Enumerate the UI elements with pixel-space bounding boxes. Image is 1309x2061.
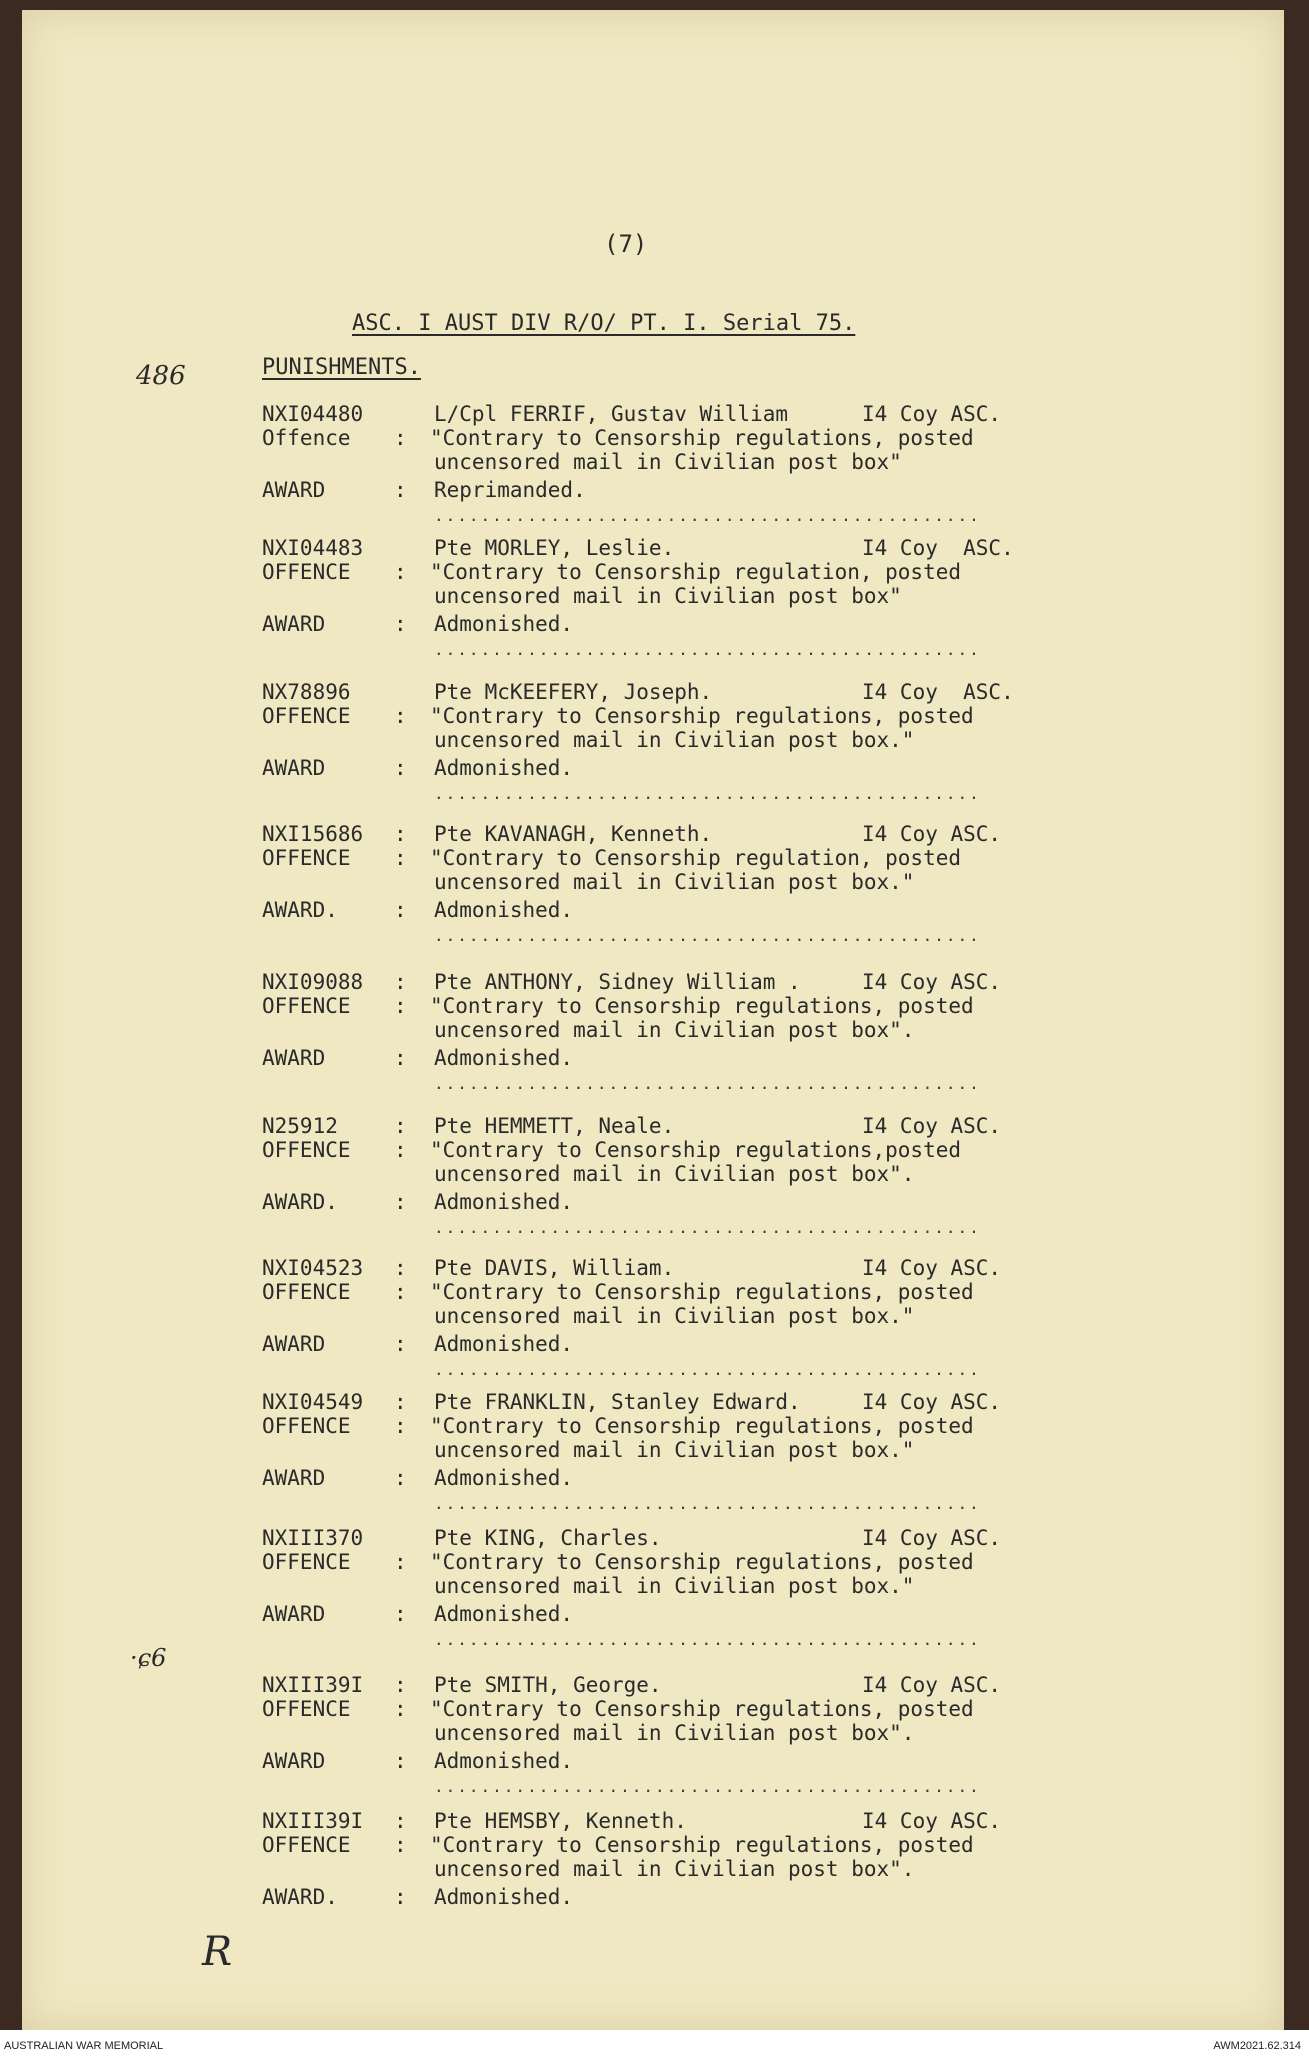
dot-separator: ............................................... <box>434 1494 981 1513</box>
entry-number: NXI09088 <box>262 970 364 994</box>
offence-text-line-2: uncensored mail in Civilian post box." <box>434 728 915 752</box>
offence-text-line-2: uncensored mail in Civilian post box." <box>434 870 915 894</box>
dot-separator: ............................................... <box>434 1074 981 1093</box>
offence-text-line-1: "Contrary to Censorship regulations, posted <box>430 994 974 1018</box>
entry-name: Pte KING, Charles. <box>434 1526 662 1550</box>
entry-unit: I4 Coy ASC. <box>862 970 1002 994</box>
margin-mark-lower: ·ɕ6 <box>130 1644 167 1672</box>
offence-label: OFFENCE <box>262 704 351 728</box>
entry-number: NXI04483 <box>262 536 364 560</box>
colon-separator: : <box>394 612 407 636</box>
colon-separator: : <box>394 1749 407 1773</box>
dot-separator: ............................................... <box>434 640 981 659</box>
entry-unit: I4 Coy ASC. <box>862 822 1002 846</box>
award-text: Admonished. <box>434 898 574 922</box>
entry-unit: I4 Coy ASC. <box>862 536 1014 560</box>
entry-name: Pte ANTHONY, Sidney William . <box>434 970 801 994</box>
colon-separator: : <box>394 846 407 870</box>
entry-number: NXIII370 <box>262 1526 364 1550</box>
entry-unit: I4 Coy ASC. <box>862 1390 1002 1414</box>
colon-separator: : <box>394 704 407 728</box>
dot-separator: ............................................... <box>434 926 981 945</box>
colon-separator: : <box>394 1885 407 1909</box>
entry-name: Pte DAVIS, William. <box>434 1256 675 1280</box>
award-text: Reprimanded. <box>434 478 586 502</box>
footer-archive-name: AUSTRALIAN WAR MEMORIAL <box>4 2040 164 2052</box>
entry-name: Pte HEMMETT, Neale. <box>434 1114 675 1138</box>
entry-name: Pte FRANKLIN, Stanley Edward. <box>434 1390 801 1414</box>
entry-number: NXIII39I <box>262 1673 364 1697</box>
offence-text-line-2: uncensored mail in Civilian post box". <box>434 1721 915 1745</box>
offence-label: OFFENCE <box>262 560 351 584</box>
award-text: Admonished. <box>434 1466 574 1490</box>
dot-separator: ............................................... <box>434 784 981 803</box>
entry-name: Pte KAVANAGH, Kenneth. <box>434 822 713 846</box>
colon-separator: : <box>394 560 407 584</box>
entry-number: NXI04480 <box>262 402 364 426</box>
offence-text-line-1: "Contrary to Censorship regulations, posted <box>430 1414 974 1438</box>
colon-separator: : <box>394 1833 407 1857</box>
offence-text-line-2: uncensored mail in Civilian post box." <box>434 1438 915 1462</box>
offence-text-line-1: "Contrary to Censorship regulations, posted <box>430 1280 974 1304</box>
offence-text-line-1: "Contrary to Censorship regulations, posted <box>430 704 974 728</box>
entry-unit: I4 Coy ASC. <box>862 1114 1002 1138</box>
award-label: AWARD <box>262 478 326 502</box>
entry-unit: I4 Coy ASC. <box>862 1673 1002 1697</box>
award-label: AWARD <box>262 1332 326 1356</box>
offence-text-line-1: "Contrary to Censorship regulations, posted <box>430 426 974 450</box>
offence-text-line-2: uncensored mail in Civilian post box". <box>434 1162 915 1186</box>
offence-label: OFFENCE <box>262 1550 351 1574</box>
offence-text-line-1: "Contrary to Censorship regulations, posted <box>430 1550 974 1574</box>
colon-separator: : <box>394 1602 407 1626</box>
colon-separator: : <box>394 898 407 922</box>
entry-number: NXIII39I <box>262 1809 364 1833</box>
document-heading: ASC. I AUST DIV R/O/ PT. I. Serial 75. <box>352 311 856 336</box>
award-text: Admonished. <box>434 1190 574 1214</box>
colon-separator: : <box>394 1190 407 1214</box>
award-text: Admonished. <box>434 756 574 780</box>
colon-separator: : <box>394 822 407 846</box>
entry-unit: I4 Coy ASC. <box>862 1809 1002 1833</box>
award-label: AWARD <box>262 1602 326 1626</box>
colon-separator: : <box>394 756 407 780</box>
entry-number: NXI04549 <box>262 1390 364 1414</box>
entry-number: NXI04523 <box>262 1256 364 1280</box>
award-label: AWARD <box>262 1466 326 1490</box>
page-number: (7) <box>604 230 648 258</box>
offence-label: OFFENCE <box>262 994 351 1018</box>
offence-label: OFFENCE <box>262 1833 351 1857</box>
award-text: Admonished. <box>434 1602 574 1626</box>
offence-text-line-2: uncensored mail in Civilian post box". <box>434 1857 915 1881</box>
award-text: Admonished. <box>434 1046 574 1070</box>
margin-number: 486 <box>136 361 186 391</box>
award-text: Admonished. <box>434 612 574 636</box>
dot-separator: ............................................... <box>434 1630 981 1649</box>
entry-number: N25912 <box>262 1114 338 1138</box>
award-label: AWARD <box>262 1749 326 1773</box>
colon-separator: : <box>394 1114 407 1138</box>
offence-text-line-2: uncensored mail in Civilian post box." <box>434 1304 915 1328</box>
dot-separator: ............................................... <box>434 1777 981 1796</box>
award-text: Admonished. <box>434 1749 574 1773</box>
offence-text-line-1: "Contrary to Censorship regulations,posted <box>430 1138 962 1162</box>
document-page <box>22 10 1284 2030</box>
award-label: AWARD <box>262 756 326 780</box>
colon-separator: : <box>394 1256 407 1280</box>
offence-text-line-1: "Contrary to Censorship regulations, posted <box>430 1833 974 1857</box>
entry-name: Pte MORLEY, Leslie. <box>434 536 675 560</box>
archive-footer <box>0 2030 1309 2061</box>
award-label: AWARD. <box>262 1190 338 1214</box>
footer-reference: AWM2021.62.314 <box>1213 2040 1301 2052</box>
award-text: Admonished. <box>434 1332 574 1356</box>
colon-separator: : <box>394 1466 407 1490</box>
dot-separator: ............................................... <box>434 1360 981 1379</box>
entry-number: NXI15686 <box>262 822 364 846</box>
colon-separator: : <box>394 970 407 994</box>
award-label: AWARD <box>262 612 326 636</box>
dot-separator: ............................................... <box>434 1218 981 1237</box>
award-label: AWARD. <box>262 1885 338 1909</box>
entry-name: Pte SMITH, George. <box>434 1673 662 1697</box>
entry-name: Pte McKEEFERY, Joseph. <box>434 680 713 704</box>
colon-separator: : <box>394 1390 407 1414</box>
entry-number: NX78896 <box>262 680 351 704</box>
award-text: Admonished. <box>434 1885 574 1909</box>
entry-unit: I4 Coy ASC. <box>862 402 1002 426</box>
offence-text-line-1: "Contrary to Censorship regulation, posted <box>430 846 962 870</box>
entry-unit: I4 Coy ASC. <box>862 1526 1002 1550</box>
entry-unit: I4 Coy ASC. <box>862 1256 1002 1280</box>
colon-separator: : <box>394 1280 407 1304</box>
offence-label: OFFENCE <box>262 846 351 870</box>
offence-text-line-2: uncensored mail in Civilian post box" <box>434 584 902 608</box>
entry-name: L/Cpl FERRIF, Gustav William <box>434 402 789 426</box>
offence-label: OFFENCE <box>262 1138 351 1162</box>
award-label: AWARD. <box>262 898 338 922</box>
colon-separator: : <box>394 1046 407 1070</box>
offence-text-line-2: uncensored mail in Civilian post box." <box>434 1574 915 1598</box>
colon-separator: : <box>394 426 407 450</box>
offence-text-line-2: uncensored mail in Civilian post box". <box>434 1018 915 1042</box>
entry-name: Pte HEMSBY, Kenneth. <box>434 1809 687 1833</box>
offence-text-line-1: "Contrary to Censorship regulations, posted <box>430 1697 974 1721</box>
offence-label: Offence <box>262 426 351 450</box>
colon-separator: : <box>394 1332 407 1356</box>
offence-label: OFFENCE <box>262 1697 351 1721</box>
colon-separator: : <box>394 1550 407 1574</box>
offence-label: OFFENCE <box>262 1414 351 1438</box>
colon-separator: : <box>394 1138 407 1162</box>
section-title: PUNISHMENTS. <box>262 355 421 380</box>
dot-separator: ............................................... <box>434 506 981 525</box>
colon-separator: : <box>394 1673 407 1697</box>
offence-text-line-2: uncensored mail in Civilian post box" <box>434 450 902 474</box>
handwritten-initials: R <box>202 1929 233 1975</box>
colon-separator: : <box>394 1809 407 1833</box>
colon-separator: : <box>394 478 407 502</box>
colon-separator: : <box>394 1414 407 1438</box>
entry-unit: I4 Coy ASC. <box>862 680 1014 704</box>
offence-text-line-1: "Contrary to Censorship regulation, posted <box>430 560 962 584</box>
award-label: AWARD <box>262 1046 326 1070</box>
colon-separator: : <box>394 994 407 1018</box>
colon-separator: : <box>394 1697 407 1721</box>
offence-label: OFFENCE <box>262 1280 351 1304</box>
